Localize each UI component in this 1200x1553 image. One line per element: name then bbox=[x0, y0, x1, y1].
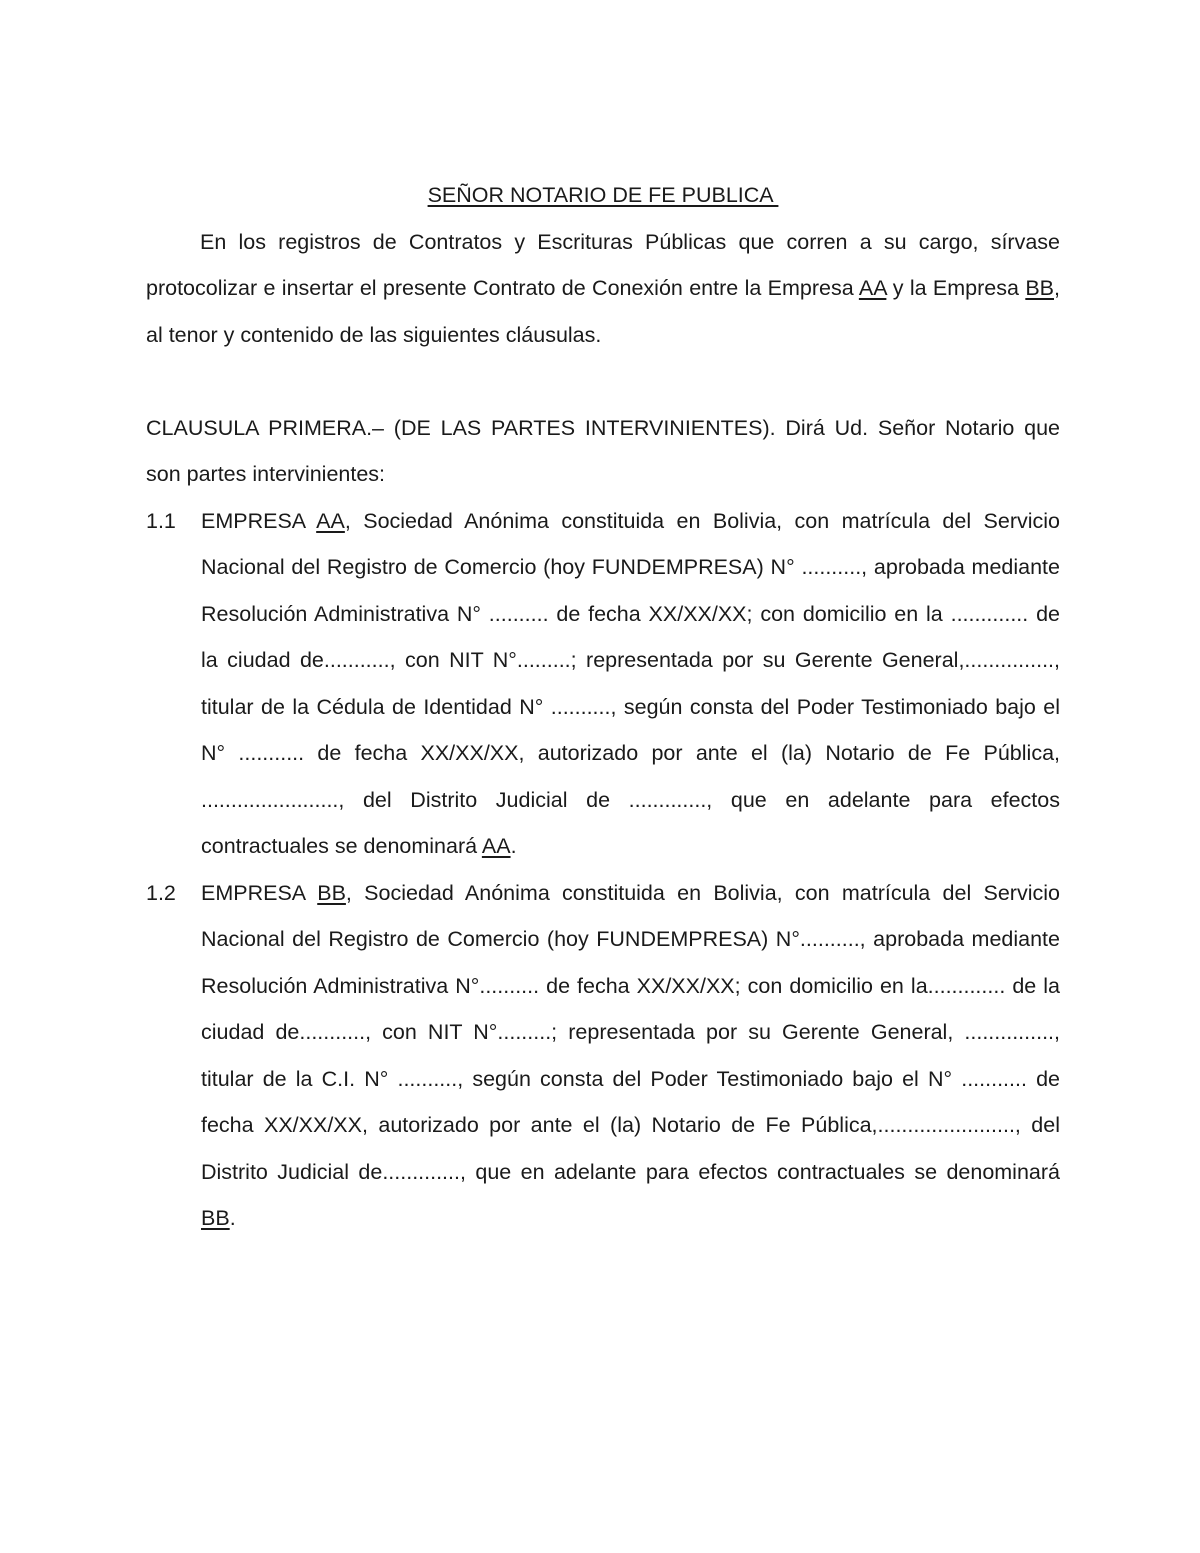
item-1-2-text-3: . bbox=[229, 1206, 236, 1230]
item-1-1-text-3: . bbox=[510, 834, 517, 858]
clause-primera-heading: CLAUSULA PRIMERA.– (DE LAS PARTES INTERVINIENTES). Dirá Ud. Señor Notario que son partes intervinientes: bbox=[146, 415, 1060, 486]
item-1-1-denomination: AA bbox=[481, 834, 511, 858]
list-item-1-2 bbox=[146, 870, 1060, 1242]
list-item-1-1 bbox=[146, 498, 1060, 870]
item-1-1-company: AA bbox=[316, 508, 345, 533]
document-title bbox=[146, 172, 1060, 219]
item-1-2-text-1: EMPRESA bbox=[201, 880, 318, 905]
intro-paragraph bbox=[146, 219, 1060, 359]
intro-text-3: , al tenor y contenido de las siguientes cláusulas. bbox=[146, 276, 1060, 347]
item-1-1-text-2: , Sociedad Anónima constituida en Bolivia, con matrícula del Servicio Nacional del Registro de Comercio (hoy FUNDEMPRESA) N° .........., aprobada mediante Resolución Administrativa N° .......... de fecha XX/XX/XX; con domicilio en la ............. de la ciudad de..........., con NIT N°.........; representada por su Gerente General,..............., titular de la Cédula de Identidad N° .........., según consta del Poder Testimoniado bajo el N° ........... de fecha XX/XX/XX, autorizado por ante el (la) Notario de Fe Pública, ......................., del Distrito Judicial de ............., que en adelante para efectos contractuales se denominará bbox=[201, 508, 1060, 858]
document-title-text: SEÑOR NOTARIO DE FE PUBLICA bbox=[427, 183, 779, 207]
list-item-number: 1.2 bbox=[146, 880, 176, 905]
paragraph-spacer bbox=[146, 358, 1060, 405]
item-1-2-company: BB bbox=[317, 880, 346, 905]
intro-company-bb: BB bbox=[1025, 276, 1054, 300]
item-1-1-text-1: EMPRESA bbox=[201, 508, 317, 533]
document-page bbox=[146, 172, 1060, 1242]
intro-text-2: y la Empresa bbox=[886, 276, 1026, 300]
item-1-2-text-2: , Sociedad Anónima constituida en Bolivia, con matrícula del Servicio Nacional del Registro de Comercio (hoy FUNDEMPRESA) N°.........., aprobada mediante Resolución Administrativa N°.......... de fecha XX/XX/XX; con domicilio en la............. de la ciudad de..........., con NIT N°.........; representada por su Gerente General, ..............., titular de la C.I. N° .........., según consta del Poder Testimoniado bajo el N° ........... de fecha XX/XX/XX, autorizado por ante el (la) Notario de Fe Pública,......................., del Distrito Judicial de............., que en adelante para efectos contractuales se denominará bbox=[201, 880, 1060, 1184]
intro-text-1: En los registros de Contratos y Escrituras Públicas que corren a su cargo, sírvase protocolizar e insertar el presente Contrato de Conexión entre la Empresa bbox=[146, 229, 1060, 300]
list-item-number: 1.1 bbox=[146, 508, 176, 533]
intro-company-aa: AA bbox=[858, 276, 887, 300]
item-1-2-denomination: BB bbox=[201, 1206, 230, 1230]
